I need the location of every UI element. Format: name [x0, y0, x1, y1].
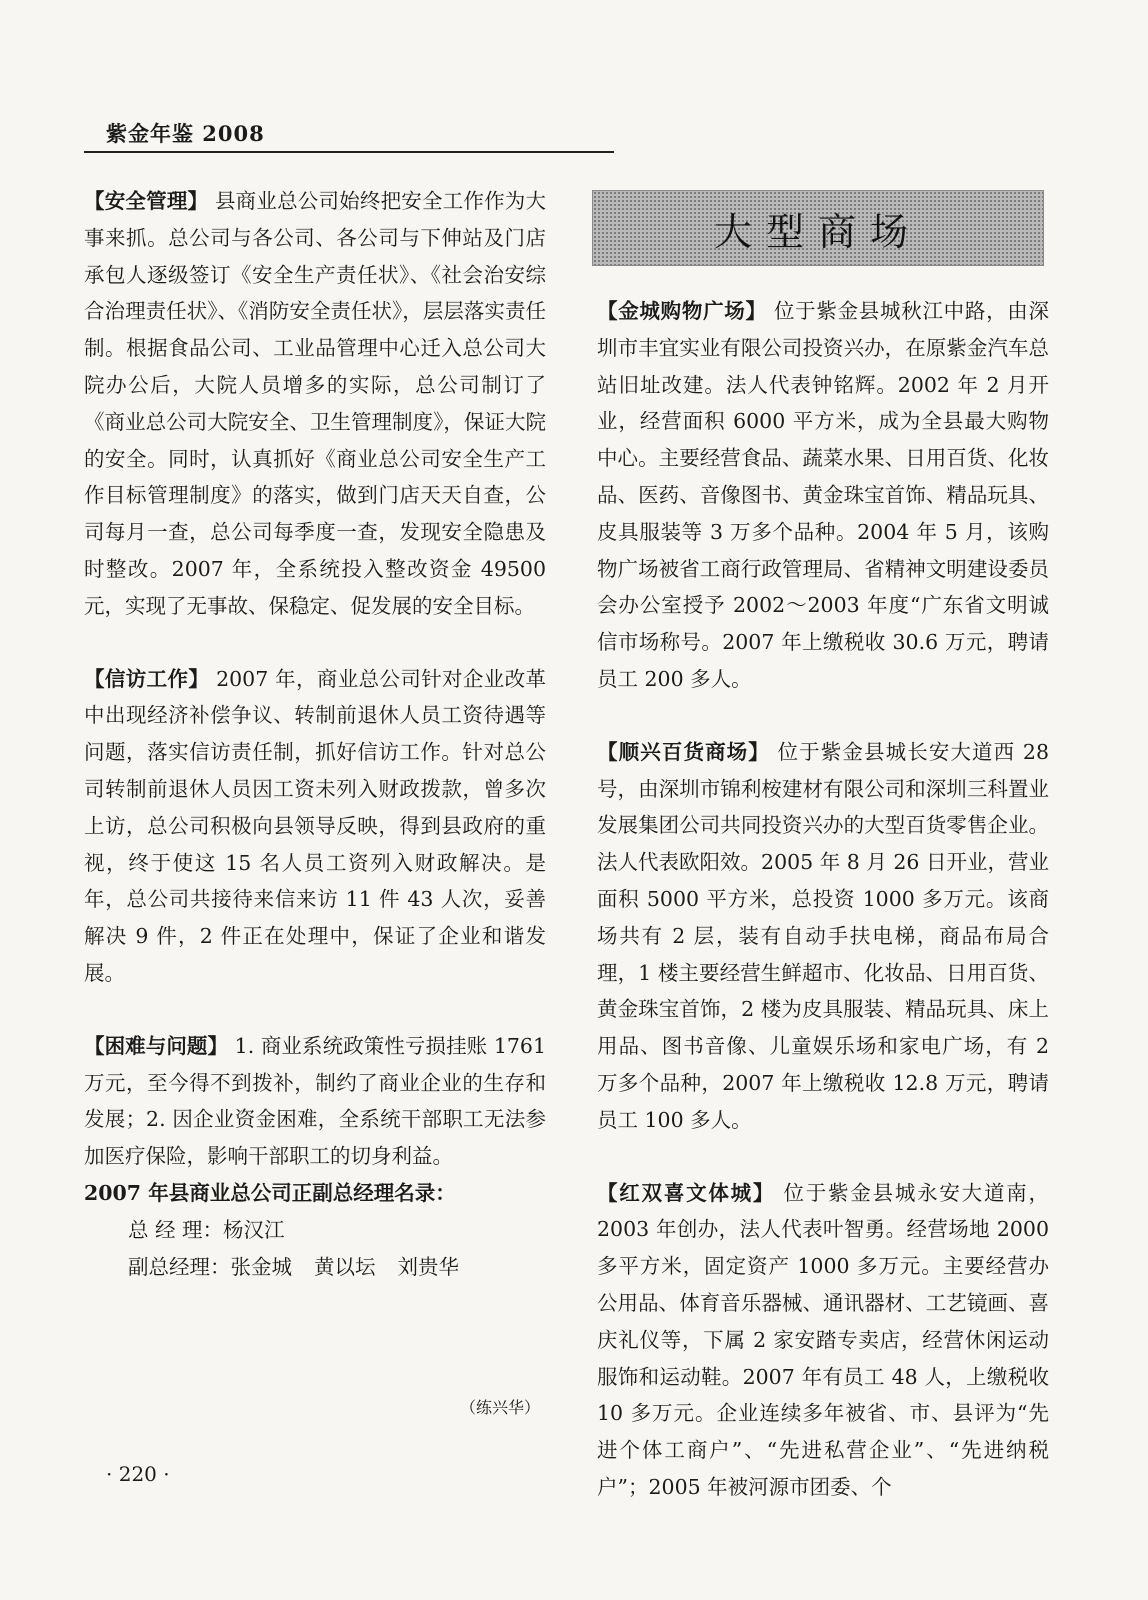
section-safety — [84, 183, 546, 625]
entry-text: 位于紫金县城秋江中路，由深圳市丰宜实业有限公司投资兴办，在原紫金汽车总站旧址改建。法人代表钟铭辉。2002 年 2 月开业，经营面积 6000 平方米，成为全县最大购物中心。主要经营食品、蔬菜水果、日用百货、化妆品、医药、音像图书、黄金珠宝首饰、精品玩具、皮具服装等 3 万多个品种。2004 年 5 月，该购物广场被省工商行政管理局、省精神文明建设委员会办公室授予 2002～2003 年度“广东省文明诚信市场称号。2007 年上缴税收 30.6 万元，聘请员工 200 多人。 — [597, 299, 1050, 691]
page-number: · 220 · — [106, 1462, 170, 1486]
roster-deputy-name: 刘贵华 — [397, 1254, 459, 1279]
entry-shunxing — [597, 734, 1049, 1139]
author-credit: （练兴华） — [459, 1398, 540, 1417]
section-text: 县商业总公司始终把安全工作作为大事来抓。总公司与各公司、各公司与下伸站及门店承包人逐级签订《安全生产责任状》、《社会治安综合治理责任状》、《消防安全责任状》，层层落实责任制。根据食品公司、工业品管理中心迁入总公司大院办公后，大院人员增多的实际，总公司制订了《商业总公司大院安全、卫生管理制度》，保证大院的安全。同时，认真抓好《商业总公司安全生产工作目标管理制度》的落实，做到门店天天自查，公司每月一查，总公司每季度一查，发现安全隐患及时整改。2007 年，全系统投入整改资金 49500 元，实现了无事故、保稳定、促发展的安全目标。 — [84, 189, 547, 618]
entry-label: 【红双喜文体城】 — [597, 1180, 776, 1205]
roster-gm-label: 总 经 理： — [128, 1217, 224, 1242]
roster-gm-name: 杨汉江 — [223, 1217, 285, 1242]
section-banner — [592, 190, 1044, 266]
left-column — [84, 183, 546, 1285]
entry-jincheng — [597, 293, 1049, 698]
section-text: 1. 商业系统政策性亏损挂账 1761 万元，至今得不到拨补，制约了商业企业的生存和发展；2. 因企业资金困难，全系统干部职工无法参加医疗保险，影响干部职工的切身利益。 — [84, 1033, 547, 1169]
banner-title: 大型商场 — [713, 209, 922, 254]
section-label: 【信访工作】 — [84, 666, 210, 691]
roster-gm-row — [128, 1212, 546, 1249]
entry-hongshuangxi — [597, 1175, 1049, 1506]
roster-title: 2007 年县商业总公司正副总经理名录： — [84, 1180, 456, 1205]
roster-deputy-name: 黄以坛 — [314, 1254, 376, 1279]
header-divider — [84, 151, 614, 153]
roster-deputy-name: 张金城 — [230, 1254, 292, 1279]
section-petition — [84, 661, 546, 992]
section-difficulties — [84, 1028, 546, 1175]
entry-text: 位于紫金县城长安大道西 28 号，由深圳市锦利桉建材有限公司和深圳三科置业发展集团公司共同投资兴办的大型百货零售企业。法人代表欧阳效。2005 年 8 月 26 日开业，营业面积 5000 平方米，总投资 1000 多万元。该商场共有 2 层，装有自动手扶电梯，商品布局合理，1 楼主要经营生鲜超市、化妆品、日用百货、黄金珠宝首饰，2 楼为皮具服装、精品玩具、床上用品、图书音像、儿童娱乐场和家电广场，有 2 万多个品种，2007 年上缴税收 12.8 万元，聘请员工 100 多人。 — [597, 739, 1049, 1132]
right-column — [597, 293, 1049, 1506]
running-header-title: 紫金年鉴 2008 — [106, 121, 265, 146]
roster-deputy-row — [128, 1249, 546, 1286]
section-label: 【安全管理】 — [84, 189, 209, 213]
roster-deputy-label: 副总经理： — [128, 1254, 231, 1279]
entry-text: 位于紫金县城永安大道南，2003 年创办，法人代表叶智勇。经营场地 2000 多平方米，固定资产 1000 多万元。主要经营办公用品、体育音乐器械、通讯器材、工艺镜画、喜庆礼仪等，下属 2 家安踏专卖店，经营休闲运动服饰和运动鞋。2007 年有员工 48 人，上缴税收 10 多万元。企业连续多年被省、市、县评为“先进个体工商户”、“先进私营企业”、“先进纳税户”；2005 年被河源市团委、个 — [597, 1180, 1050, 1499]
section-text: 2007 年，商业总公司针对企业改革中出现经济补偿争议、转制前退休人员工资待遇等问题，落实信访责任制，抓好信访工作。针对总公司转制前退休人员因工资未列入财政拨款，曾多次上访，总公司积极向县领导反映，得到县政府的重视，终于使这 15 名人员工资列入财政解决。是年，总公司共接待来信来访 11 件 43 人次，妥善解决 9 件，2 件正在处理中，保证了企业和谐发展。 — [84, 666, 547, 985]
entry-label: 【顺兴百货商场】 — [597, 739, 770, 764]
section-label: 【困难与问题】 — [84, 1033, 229, 1058]
entry-label: 【金城购物广场】 — [597, 299, 767, 323]
